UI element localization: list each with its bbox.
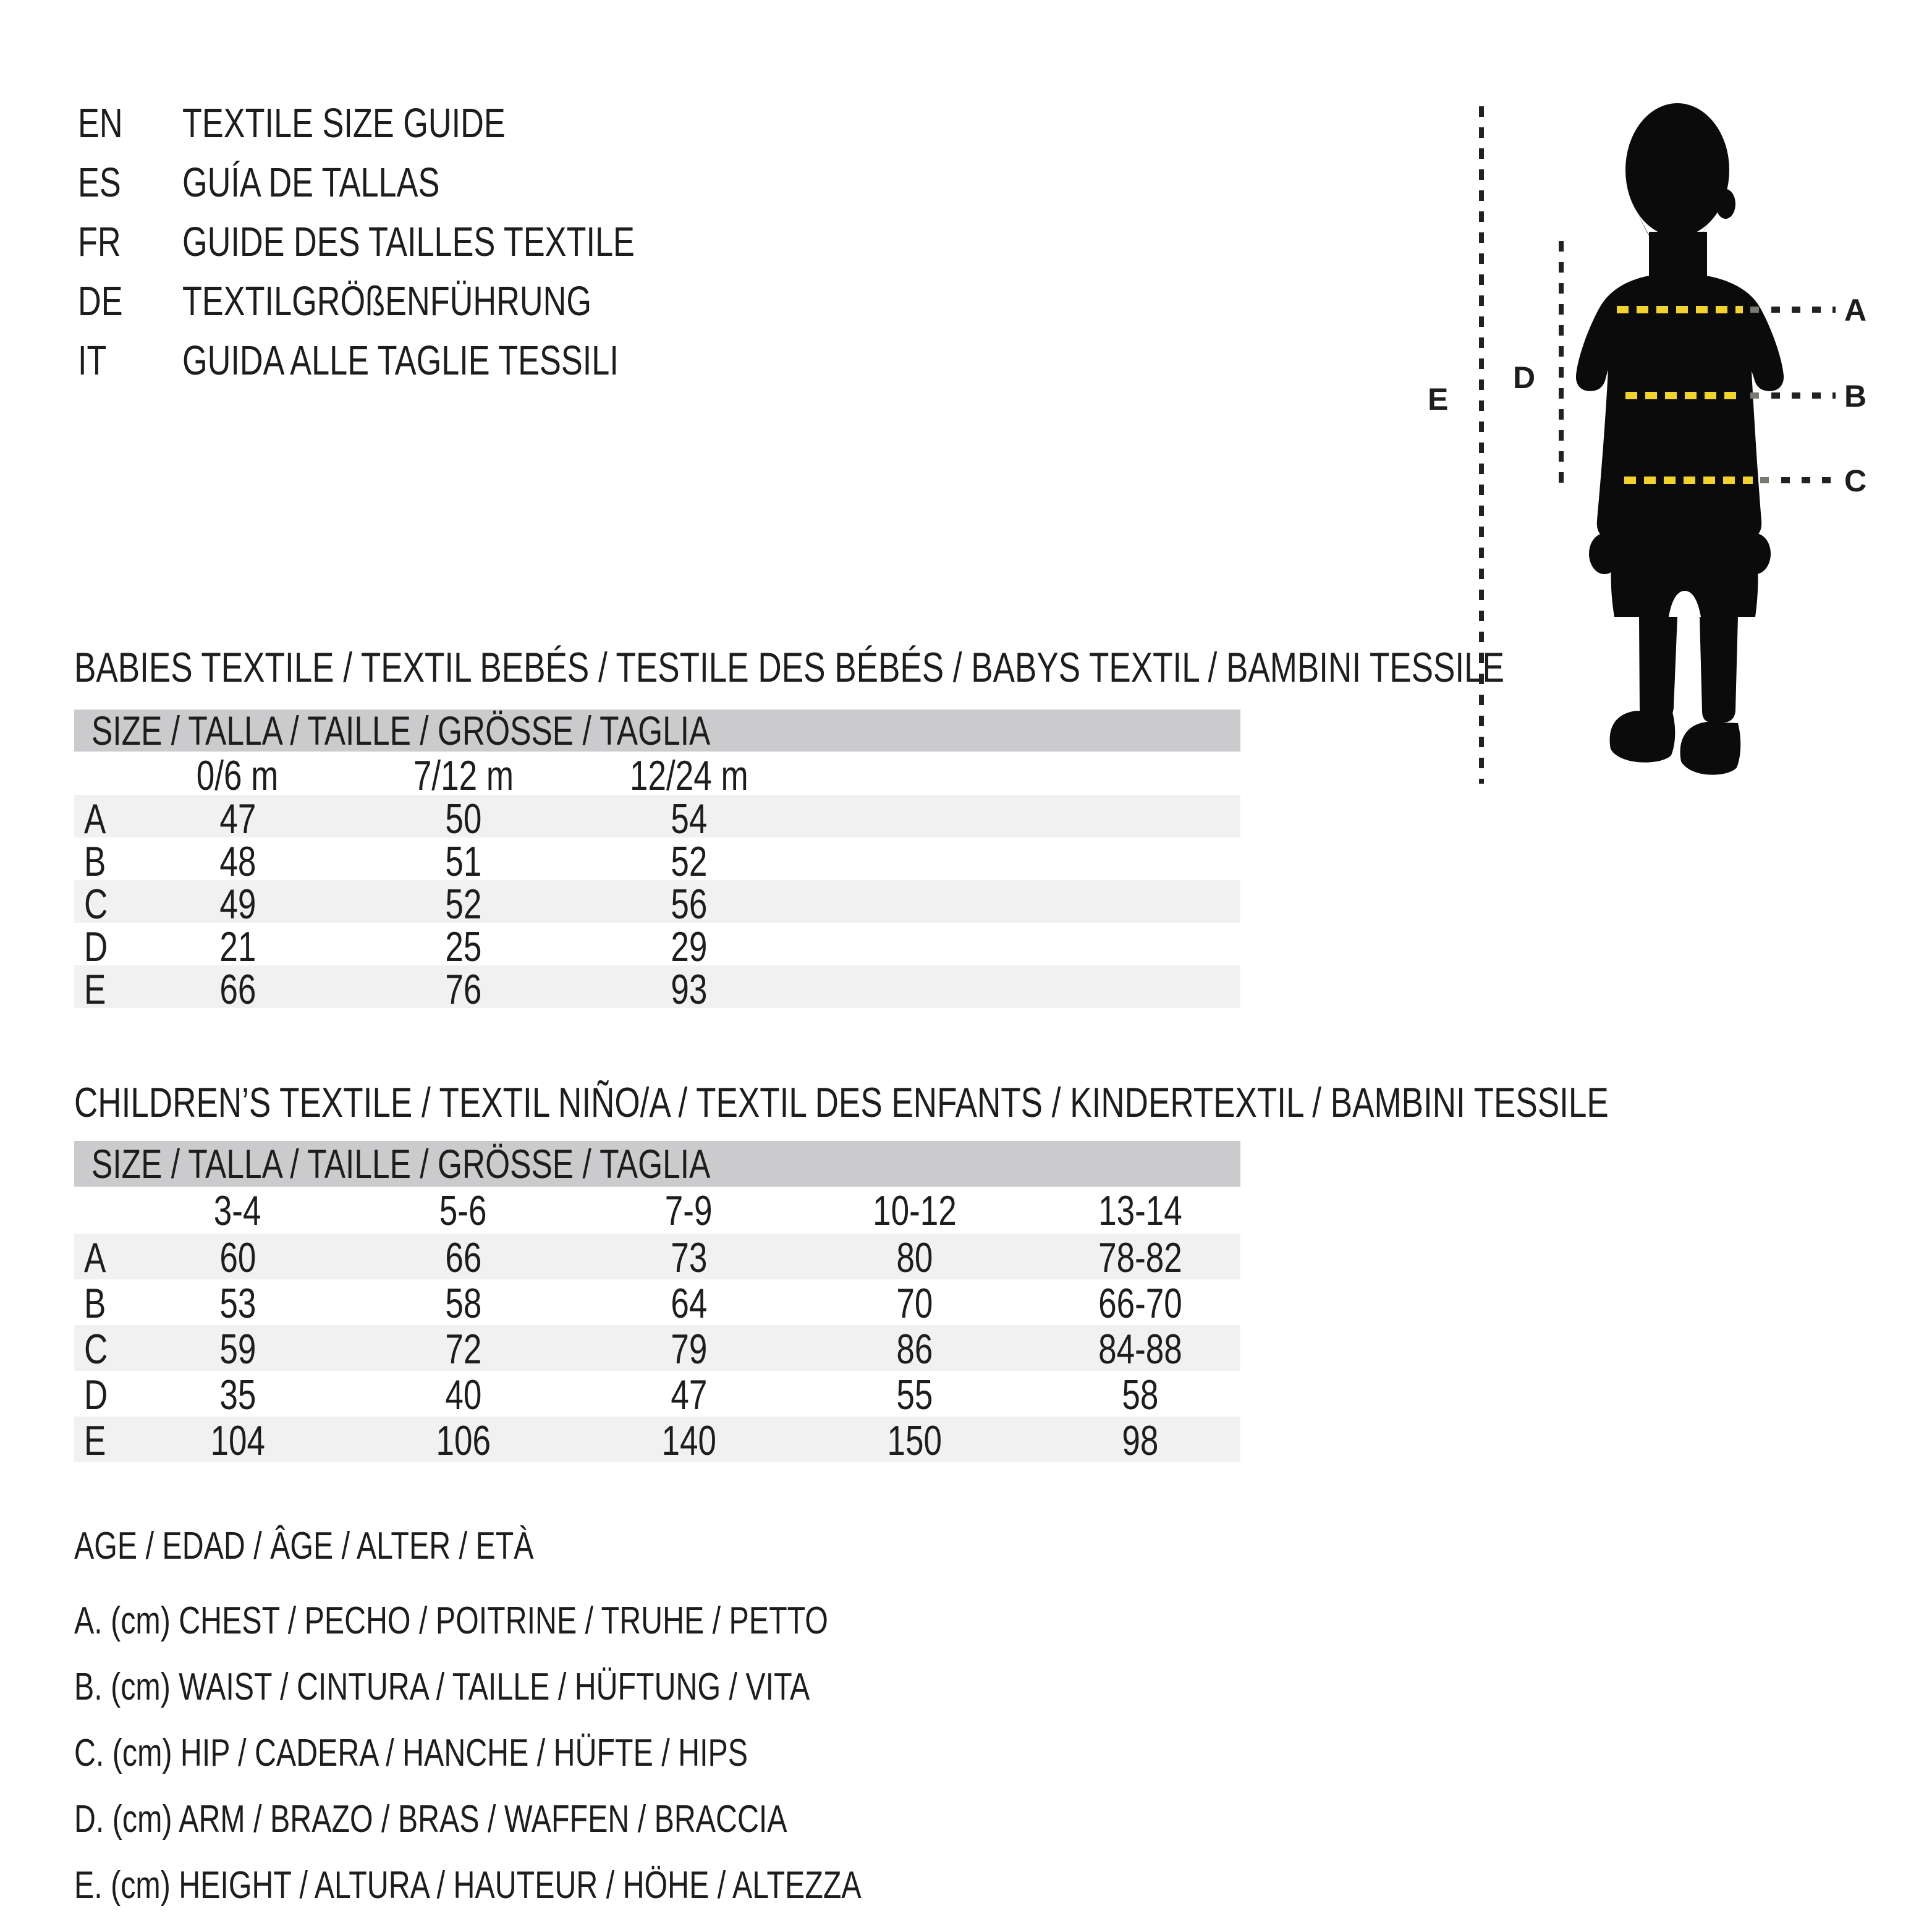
language-row [78, 94, 762, 153]
row-label: A [84, 795, 106, 842]
babies-section-title: BABIES TEXTILE / TEXTIL BEBÉS / TESTILE DES BÉBÉS / BABYS TEXTIL / BAMBINI TESSILE [74, 644, 1505, 691]
cell-value: 80 [896, 1234, 933, 1281]
row-label: D [84, 1371, 108, 1418]
cell-value: 104 [210, 1417, 265, 1464]
row-label: E [84, 966, 106, 1013]
children-size-header-bar: SIZE / TALLA / TAILLE / GRÖSSE / TAGLIA [74, 1141, 1240, 1187]
language-row [78, 331, 762, 391]
cell-value: 51 [444, 838, 481, 885]
cell-value: 106 [436, 1417, 491, 1464]
guide-title-it: GUIDA ALLE TAGLIE TESSILI [182, 337, 619, 384]
child-silhouette-diagram [1421, 93, 1916, 810]
cell-value: 40 [444, 1371, 481, 1418]
row-label: A [84, 1234, 106, 1281]
cell-value: 53 [219, 1280, 256, 1327]
figure-label-e: E [1428, 382, 1449, 417]
children-column-header-row [74, 1187, 1240, 1234]
cell-value: 60 [219, 1234, 256, 1281]
table-row [74, 795, 1240, 842]
babies-col-header: 0/6 m [197, 752, 279, 799]
babies-size-table [74, 708, 1240, 1013]
cell-value: 93 [670, 966, 707, 1013]
children-col-header: 7-9 [665, 1187, 713, 1234]
cell-value: 73 [670, 1234, 707, 1281]
cell-value: 76 [444, 966, 481, 1013]
table-row [74, 1417, 1240, 1462]
legend-age-line: AGE / EDAD / ÂGE / ALTER / ETÀ [74, 1525, 534, 1567]
children-col-header: 13-14 [1098, 1187, 1182, 1234]
cell-value: 58 [1121, 1371, 1158, 1418]
cell-value: 25 [444, 923, 481, 970]
row-label: B [84, 1280, 106, 1327]
language-row [78, 272, 762, 331]
legend-chest-line: A. (cm) CHEST / PECHO / POITRINE / TRUHE / PETTO [74, 1599, 828, 1642]
guide-title-fr: GUIDE DES TAILLES TEXTILE [182, 219, 635, 265]
cell-value: 66 [444, 1234, 481, 1281]
table-row [74, 965, 1240, 1013]
table-row [74, 880, 1240, 928]
babies-column-header-row [74, 752, 1240, 799]
cell-value: 56 [670, 881, 707, 928]
figure-label-b: B [1844, 379, 1867, 413]
empty-corner-cell [74, 1187, 125, 1235]
babies-size-header-bar: SIZE / TALLA / TAILLE / GRÖSSE / TAGLIA [74, 710, 1240, 752]
cell-value: 98 [1121, 1417, 1158, 1464]
cell-value: 140 [661, 1417, 716, 1464]
language-row [78, 153, 762, 213]
cell-value: 59 [219, 1326, 256, 1373]
children-col-header: 5-6 [439, 1187, 487, 1234]
legend-hip-line: C. (cm) HIP / CADERA / HANCHE / HÜFTE / HIPS [74, 1732, 748, 1774]
cell-value: 70 [896, 1280, 933, 1327]
cell-value: 66 [219, 966, 256, 1013]
figure-label-d: D [1513, 360, 1536, 395]
children-section-title: CHILDREN’S TEXTILE / TEXTIL NIÑO/A / TEXTIL DES ENFANTS / KINDERTEXTIL / BAMBINI TESSILE [74, 1079, 1609, 1126]
table-row [74, 923, 1240, 970]
legend-arm-line: D. (cm) ARM / BRAZO / BRAS / WAFFEN / BRACCIA [74, 1798, 787, 1841]
figure-label-c: C [1844, 464, 1867, 498]
legend-height-line: E. (cm) HEIGHT / ALTURA / HAUTEUR / HÖHE / ALTEZZA [74, 1864, 862, 1907]
row-label: D [84, 923, 108, 970]
cell-value: 35 [219, 1371, 256, 1418]
cell-value: 48 [219, 838, 256, 885]
row-label: C [84, 1326, 108, 1373]
cell-value: 52 [444, 881, 481, 928]
guide-title-en: TEXTILE SIZE GUIDE [182, 100, 506, 146]
cell-value: 78-82 [1098, 1234, 1182, 1281]
cell-value: 84-88 [1098, 1326, 1182, 1373]
babies-col-header: 12/24 m [629, 752, 748, 799]
cell-value: 72 [444, 1326, 481, 1373]
language-title-list [78, 94, 762, 391]
cell-value: 47 [670, 1371, 707, 1418]
cell-value: 21 [219, 923, 256, 970]
children-col-header: 10-12 [872, 1187, 957, 1234]
cell-value: 64 [670, 1280, 707, 1327]
language-code: FR [78, 219, 121, 265]
table-row [74, 1325, 1240, 1371]
cell-value: 52 [670, 838, 707, 885]
row-label: C [84, 881, 108, 928]
guide-title-de: TEXTILGRÖßENFÜHRUNG [182, 278, 591, 324]
cell-value: 150 [887, 1417, 942, 1464]
measurement-figure [1421, 93, 1916, 810]
row-label: E [84, 1417, 106, 1464]
cell-value: 50 [444, 795, 481, 842]
language-row [78, 213, 762, 272]
cell-value: 54 [670, 795, 707, 842]
cell-value: 66-70 [1098, 1280, 1182, 1327]
language-code: IT [78, 337, 107, 384]
children-col-header: 3-4 [214, 1187, 261, 1234]
children-size-table [74, 1141, 1240, 1462]
table-row [74, 837, 1240, 885]
cell-value: 29 [670, 923, 707, 970]
cell-value: 47 [219, 795, 256, 842]
babies-col-header: 7/12 m [413, 752, 514, 799]
empty-corner-cell [74, 752, 125, 800]
figure-label-a: A [1844, 293, 1867, 328]
cell-value: 55 [896, 1371, 933, 1418]
row-label: B [84, 838, 106, 885]
cell-value: 86 [896, 1326, 933, 1373]
table-row [74, 1234, 1240, 1279]
measurement-legend [74, 1513, 1083, 1918]
guide-title-es: GUÍA DE TALLAS [182, 159, 439, 206]
table-row [74, 1279, 1240, 1325]
cell-value: 58 [444, 1280, 481, 1327]
language-code: DE [78, 278, 123, 324]
language-code: ES [78, 159, 121, 206]
cell-value: 49 [219, 881, 256, 928]
language-code: EN [78, 100, 123, 146]
table-row [74, 1371, 1240, 1417]
cell-value: 79 [670, 1326, 707, 1373]
legend-waist-line: B. (cm) WAIST / CINTURA / TAILLE / HÜFTUNG / VITA [74, 1666, 810, 1708]
